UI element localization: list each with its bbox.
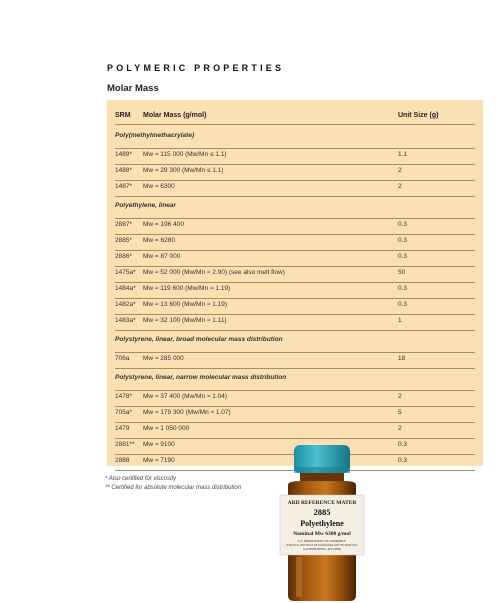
cell-molar-mass: Mw ≈ 6300 (143, 183, 175, 190)
table-row (115, 314, 475, 330)
cell-srm: 705a* (115, 409, 132, 416)
table-row (115, 250, 475, 266)
cell-srm: 2887* (115, 221, 132, 228)
table-row (115, 218, 475, 234)
cell-srm: 1479 (115, 425, 130, 432)
cell-unit-size: 0.3 (398, 285, 408, 292)
cell-srm: 2886* (115, 253, 132, 260)
cell-unit-size: 1.1 (398, 151, 408, 158)
cell-srm: 2881** (115, 441, 135, 448)
section-title: POLYMERIC PROPERTIES (107, 63, 285, 73)
polyethylene-vial-image (270, 445, 380, 603)
cell-molar-mass: Mw = 87 000 (143, 253, 181, 260)
table-row (115, 422, 475, 438)
vial-label-line7: GAITHERSBURG, MD 20899 (303, 547, 341, 551)
cell-unit-size: 18 (398, 355, 406, 362)
cell-unit-size: 5 (398, 409, 402, 416)
cell-molar-mass: Mw ≈ 285 000 (143, 355, 184, 362)
header-unit-size: Unit Size (g) (398, 112, 439, 119)
vial-label-line2: 2885 (313, 507, 331, 517)
vial-label-line3: Polyethylene (300, 519, 344, 528)
table-row (115, 298, 475, 314)
vial-label-line5: U.S. DEPARTMENT OF COMMERCE (297, 539, 347, 543)
cell-molar-mass: Mw ≈ 32 100 (Mw/Mn ≈ 1.11) (143, 317, 227, 324)
cell-srm: 1488* (115, 167, 132, 174)
cell-unit-size: 0.3 (398, 457, 408, 464)
cell-srm: 1478* (115, 393, 132, 400)
header-divider (115, 124, 475, 125)
cell-unit-size: 1 (398, 317, 402, 324)
cell-unit-size: 0.3 (398, 301, 408, 308)
cell-srm: 1487* (115, 183, 132, 190)
footnote-viscosity: * Also certified for viscosity (105, 476, 177, 482)
cell-molar-mass: Mw ≈ 119 600 (Mw/Mn ≈ 1.19) (143, 285, 231, 292)
table-row (115, 234, 475, 250)
cell-unit-size: 2 (398, 167, 402, 174)
cell-molar-mass: Mw ≈ 115 000 (Mw/Mn ≤ 1.1) (143, 151, 227, 158)
cell-unit-size: 0.3 (398, 221, 408, 228)
cell-srm: 1483a* (115, 317, 136, 324)
vial-label-line1: ARD REFERENCE MATER (287, 500, 357, 506)
group-title: Poly(methylmethacrylate) (115, 132, 195, 139)
cell-molar-mass: Mw ≈ 9100 (143, 441, 175, 448)
cell-srm: 706a (115, 355, 130, 362)
header-srm: SRM (115, 112, 131, 119)
cell-srm: 1484a* (115, 285, 136, 292)
cell-srm: 1475a* (115, 269, 136, 276)
cell-unit-size: 0.3 (398, 237, 408, 244)
cell-unit-size: 2 (398, 425, 402, 432)
group-title: Polystyrene, linear, narrow molecular mass distribution (115, 374, 287, 381)
table-row (115, 180, 475, 196)
cell-srm: 2885* (115, 237, 132, 244)
vial-label-line6: NATIONAL INSTITUTE OF STANDARDS AND TECHNOLOGY (286, 544, 358, 547)
table-row (115, 148, 475, 164)
table-row (115, 406, 475, 422)
header-molar-mass: Molar Mass (g/mol) (143, 112, 207, 119)
group-title: Polyethylene, linear (115, 202, 177, 209)
row-divider (115, 196, 475, 197)
cell-srm: 1489* (115, 151, 132, 158)
cell-molar-mass: Mw ≈ 37 400 (Mw/Mn ≈ 1.04) (143, 393, 228, 400)
cell-unit-size: 2 (398, 183, 402, 190)
cell-unit-size: 0.3 (398, 441, 408, 448)
table-row (115, 164, 475, 180)
group-title: Polystyrene, linear, broad molecular mass distribution (115, 336, 283, 343)
molar-mass-table (107, 100, 483, 466)
cell-molar-mass: Mw ≈ 1 050 000 (143, 425, 190, 432)
cell-molar-mass: Mw ≈ 179 300 (Mw/Mn ≈ 1.07) (143, 409, 231, 416)
cell-molar-mass: Mw = 196 400 (143, 221, 185, 228)
cell-molar-mass: Mw ≈ 29 300 (Mw/Mn ≤ 1.1) (143, 167, 224, 174)
vial-label-line4: Nominal Mw 6300 g/mol (293, 531, 351, 537)
cell-unit-size: 2 (398, 393, 402, 400)
cell-srm: 2888 (115, 457, 130, 464)
table-row (115, 352, 475, 368)
table-row (115, 390, 475, 406)
subtitle: Molar Mass (107, 83, 159, 94)
table-row (115, 282, 475, 298)
cell-unit-size: 50 (398, 269, 406, 276)
footnote-absolute-mass: ** Certified for absolute molecular mass distribution (105, 485, 242, 491)
table-row (115, 266, 475, 282)
cell-molar-mass: Mw ≈ 13 600 (Mw/Mn ≈ 1.19) (143, 301, 228, 308)
cell-srm: 1482a* (115, 301, 136, 308)
cell-molar-mass: Mw = 6280 (143, 237, 175, 244)
cell-molar-mass: Mw ≈ 7190 (143, 457, 175, 464)
cell-molar-mass: Mw ≈ 52 000 (Mw/Mn ≈ 2.90) (see also melt flow) (143, 269, 285, 276)
row-divider (115, 330, 475, 331)
cell-unit-size: 0.3 (398, 253, 408, 260)
row-divider (115, 368, 475, 369)
